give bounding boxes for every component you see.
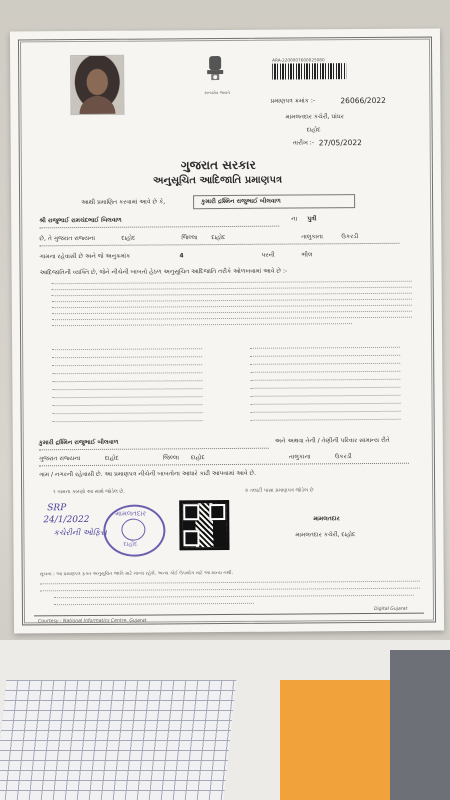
footer-left: Courtesy : National Informatics Centre, Gujarat	[38, 618, 147, 625]
family-text: અને અથવા તેની / તેણીની પરિવાર સામાન્ય રીતે	[274, 436, 390, 445]
relation: પુત્રી	[307, 215, 317, 223]
officer-office: મામલતદાર કચેરી, દાહોદ	[295, 531, 356, 539]
applicant-photo	[70, 55, 124, 115]
district-2: દાહોદ	[104, 454, 119, 462]
official-stamp	[103, 504, 165, 556]
officer-title: મામલતદાર	[313, 515, 340, 523]
cert-no: 26066/2022	[340, 95, 386, 106]
list-label: ગામના રહેવાસી છે અને જે અનુક્રમાંક	[39, 252, 131, 261]
serial-number: ARA-2200007600025080	[272, 57, 325, 63]
photo-body	[79, 96, 115, 114]
taluka-label: તાલુકાના	[301, 233, 324, 241]
basis-2: ૨ તલાટી પાસા પ્રમાણપત્ર જોડેલ છે	[245, 487, 314, 494]
footer-right: Digital Gujarat	[373, 606, 408, 612]
handwriting-srp: SRP	[47, 503, 67, 514]
basis-1: ૧ ગામના કારણો આ સાથે જોડેલ છે.	[53, 488, 125, 496]
barcode	[272, 63, 346, 80]
footer-note: સૂચના : આ પ્રમાણપત્ર ફક્ત અનુસૂચિત જાતિ માટે માન્ય રહેશે. અન્ય કોઈ ઉપયોગ માટે આ માન્ય નથી.	[39, 570, 234, 578]
handwriting-date: 24/1/2022	[43, 514, 90, 526]
qr-finder	[183, 530, 199, 546]
declaration: આદિજાતિની વ્યક્તિ છે, જેને નીચેની બાબતો હેઠળ અનુસૂચિત આદિજાતિ તરીકે ઓળખવામાં આવે છે :-	[39, 267, 288, 277]
qr-code	[179, 500, 229, 550]
handwriting-office: કચેરીની ઓફિસ	[53, 527, 107, 538]
govt-title: ગુજરાત સરકાર	[180, 157, 256, 173]
jilla-label: જિલ્લા	[162, 454, 180, 462]
stamp-inner-ring	[121, 519, 145, 541]
stamp-text-top: મામલતદાર	[115, 509, 147, 518]
certificate-title: અનુસૂચિત આદિજાતિ પ્રમાણપત્ર	[152, 174, 283, 187]
emblem-caption: સત્યમેવ જયતે	[204, 89, 230, 96]
certificate-document	[10, 29, 444, 634]
grey-object	[390, 650, 450, 800]
taluka: ઉકરડી	[341, 233, 359, 241]
name-field: કુમારી દ્રશ્મિન રાજુભાઈ બીલવાળ	[201, 197, 281, 206]
district-value-2: દાહોદ	[211, 234, 226, 242]
district-3: દાહોદ	[190, 454, 205, 462]
date-label: તારીખ :-	[292, 139, 315, 147]
gujarat-rajya: ગુજરાત રાજ્યના	[38, 455, 81, 463]
district-value: દાહોદ	[121, 234, 136, 242]
office-line-2: દાહોદ	[306, 126, 321, 134]
office-line-1: મામલતદાર કચેરી, ઘાંઘર	[285, 113, 344, 121]
list-suffix: પરની	[261, 251, 275, 259]
national-emblem-icon	[202, 52, 228, 88]
tribe: ભીલ	[301, 251, 313, 259]
taluka-label-2: તાલુકાના	[288, 453, 311, 461]
name-field-2: કુમારી દ્રશ્મિન રાજુભાઈ બીલવાળ	[38, 438, 119, 447]
date-value: 27/05/2022	[318, 138, 362, 148]
district-label: જિલ્લા	[181, 234, 198, 242]
stamp-text-bottom: દાહોદ	[123, 540, 138, 548]
intro-text: આથી પ્રમાણિત કરવામાં આવે છે કે,	[81, 198, 166, 207]
father-name: શ્રી રાજુભાઈ રામચંદભાઈ બિલવાળ	[39, 216, 122, 225]
relation-label: ના	[291, 215, 298, 223]
village-line: ગામ / નગરની રહેવાસી છે. આ પ્રમાણપત્ર નીચેની બાબતોના આધારે કાઢી આપવામાં આવે છે.	[38, 469, 257, 479]
state-line: છે, તે ગુજરાત રાજ્યના	[39, 234, 96, 243]
list-no: 4	[179, 252, 184, 260]
cert-no-label: પ્રમાણપત્ર ક્રમાંક :-	[270, 97, 316, 105]
grid-sheet	[0, 680, 236, 800]
taluka-2: ઉકરડી	[334, 453, 352, 461]
